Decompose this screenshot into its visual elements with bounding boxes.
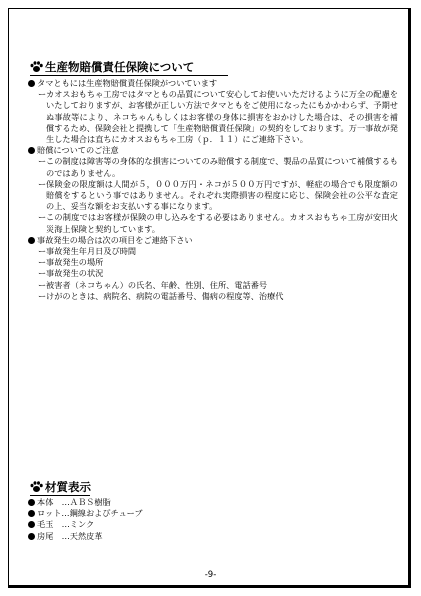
bullet-dot <box>28 510 35 517</box>
contact-heading: 事故発生の場合は次の項目をご連絡下さい <box>28 235 398 246</box>
contact-item: ー 事故発生年月日及び時間 <box>38 246 137 257</box>
bullet-dot <box>28 80 35 87</box>
contact-item: ー 事故発生の場所 <box>38 257 104 268</box>
contact-item: ー けがのときは、病院名、病院の電話番号、傷病の程度等、治療代 <box>38 290 284 301</box>
material-item: 本体 …ＡＢＳ樹脂 <box>28 497 228 508</box>
paw-icon <box>30 481 43 493</box>
section-title-liability <box>30 60 194 74</box>
liability-body <box>28 78 398 302</box>
bullet-dot <box>28 499 35 506</box>
material-item: ロット…鋼線およびチューブ <box>28 508 228 519</box>
page-number: -9- <box>204 570 217 580</box>
materials-list <box>28 497 228 542</box>
section-title-liability-text: 生産物賠償責任保険について <box>45 60 195 74</box>
note-item: ー この制度ではお客様が保険の申し込みをする必要はありません。カオスおもちゃ工房が安田火災海上保険と契約しています。 <box>38 212 398 234</box>
note-item: ー 保険金の限度額は人間が５，０００万円・ネコが５００万円ですが、軽症の場合でも限度額の賠償をするという事ではありません。それぞれ実際損害の程度に応じ、保険会社の公平な査定の上、妥当な額をお支払いする事になります。 <box>38 178 398 212</box>
paw-icon <box>30 61 43 73</box>
title-underline <box>30 495 90 496</box>
contact-item: ー 被害者（ネコちゃん）の氏名、年齢、性別、住所、電話番号 <box>38 279 268 290</box>
contact-item: ー 事故発生の状況 <box>38 268 104 279</box>
bullet-dot <box>28 533 35 540</box>
notes-heading: 賠償についてのご注意 <box>28 145 398 156</box>
note-item: ー この制度は障害等の身体的な損害についてのみ賠償する制度で、製品の品質について補償するものではありません。 <box>38 156 398 178</box>
material-item: 房尾 …天然皮革 <box>28 531 228 542</box>
bullet-dot <box>28 147 35 154</box>
bullet-dot <box>28 237 35 244</box>
material-item: 毛玉 …ミンク <box>28 519 228 530</box>
intro-heading: タマともには生産物賠償責任保険がついています <box>28 78 398 89</box>
title-underline <box>30 75 228 76</box>
section-title-materials-text: 材質表示 <box>45 480 91 494</box>
section-title-materials <box>30 480 91 494</box>
bullet-dot <box>28 521 35 528</box>
intro-paragraph: ー カオスおもちゃ工房ではタマともの品質について安心してお使いいただけるように万全の配慮をいたしておりますが、お客様が正しい方法でタマともをご使用になったにもかかわらず、予期せぬ事故等により、ネコちゃんもしくはお客様の身体に損害をおかけした場合は、その損害を補償するため、保険会社と提携して「生産物賠償責任保険」の契約をしております。万一事故が発生した場合は直ちにカオスおもちゃ工房（ｐ．１１）にご連絡下さい。 <box>38 89 398 145</box>
